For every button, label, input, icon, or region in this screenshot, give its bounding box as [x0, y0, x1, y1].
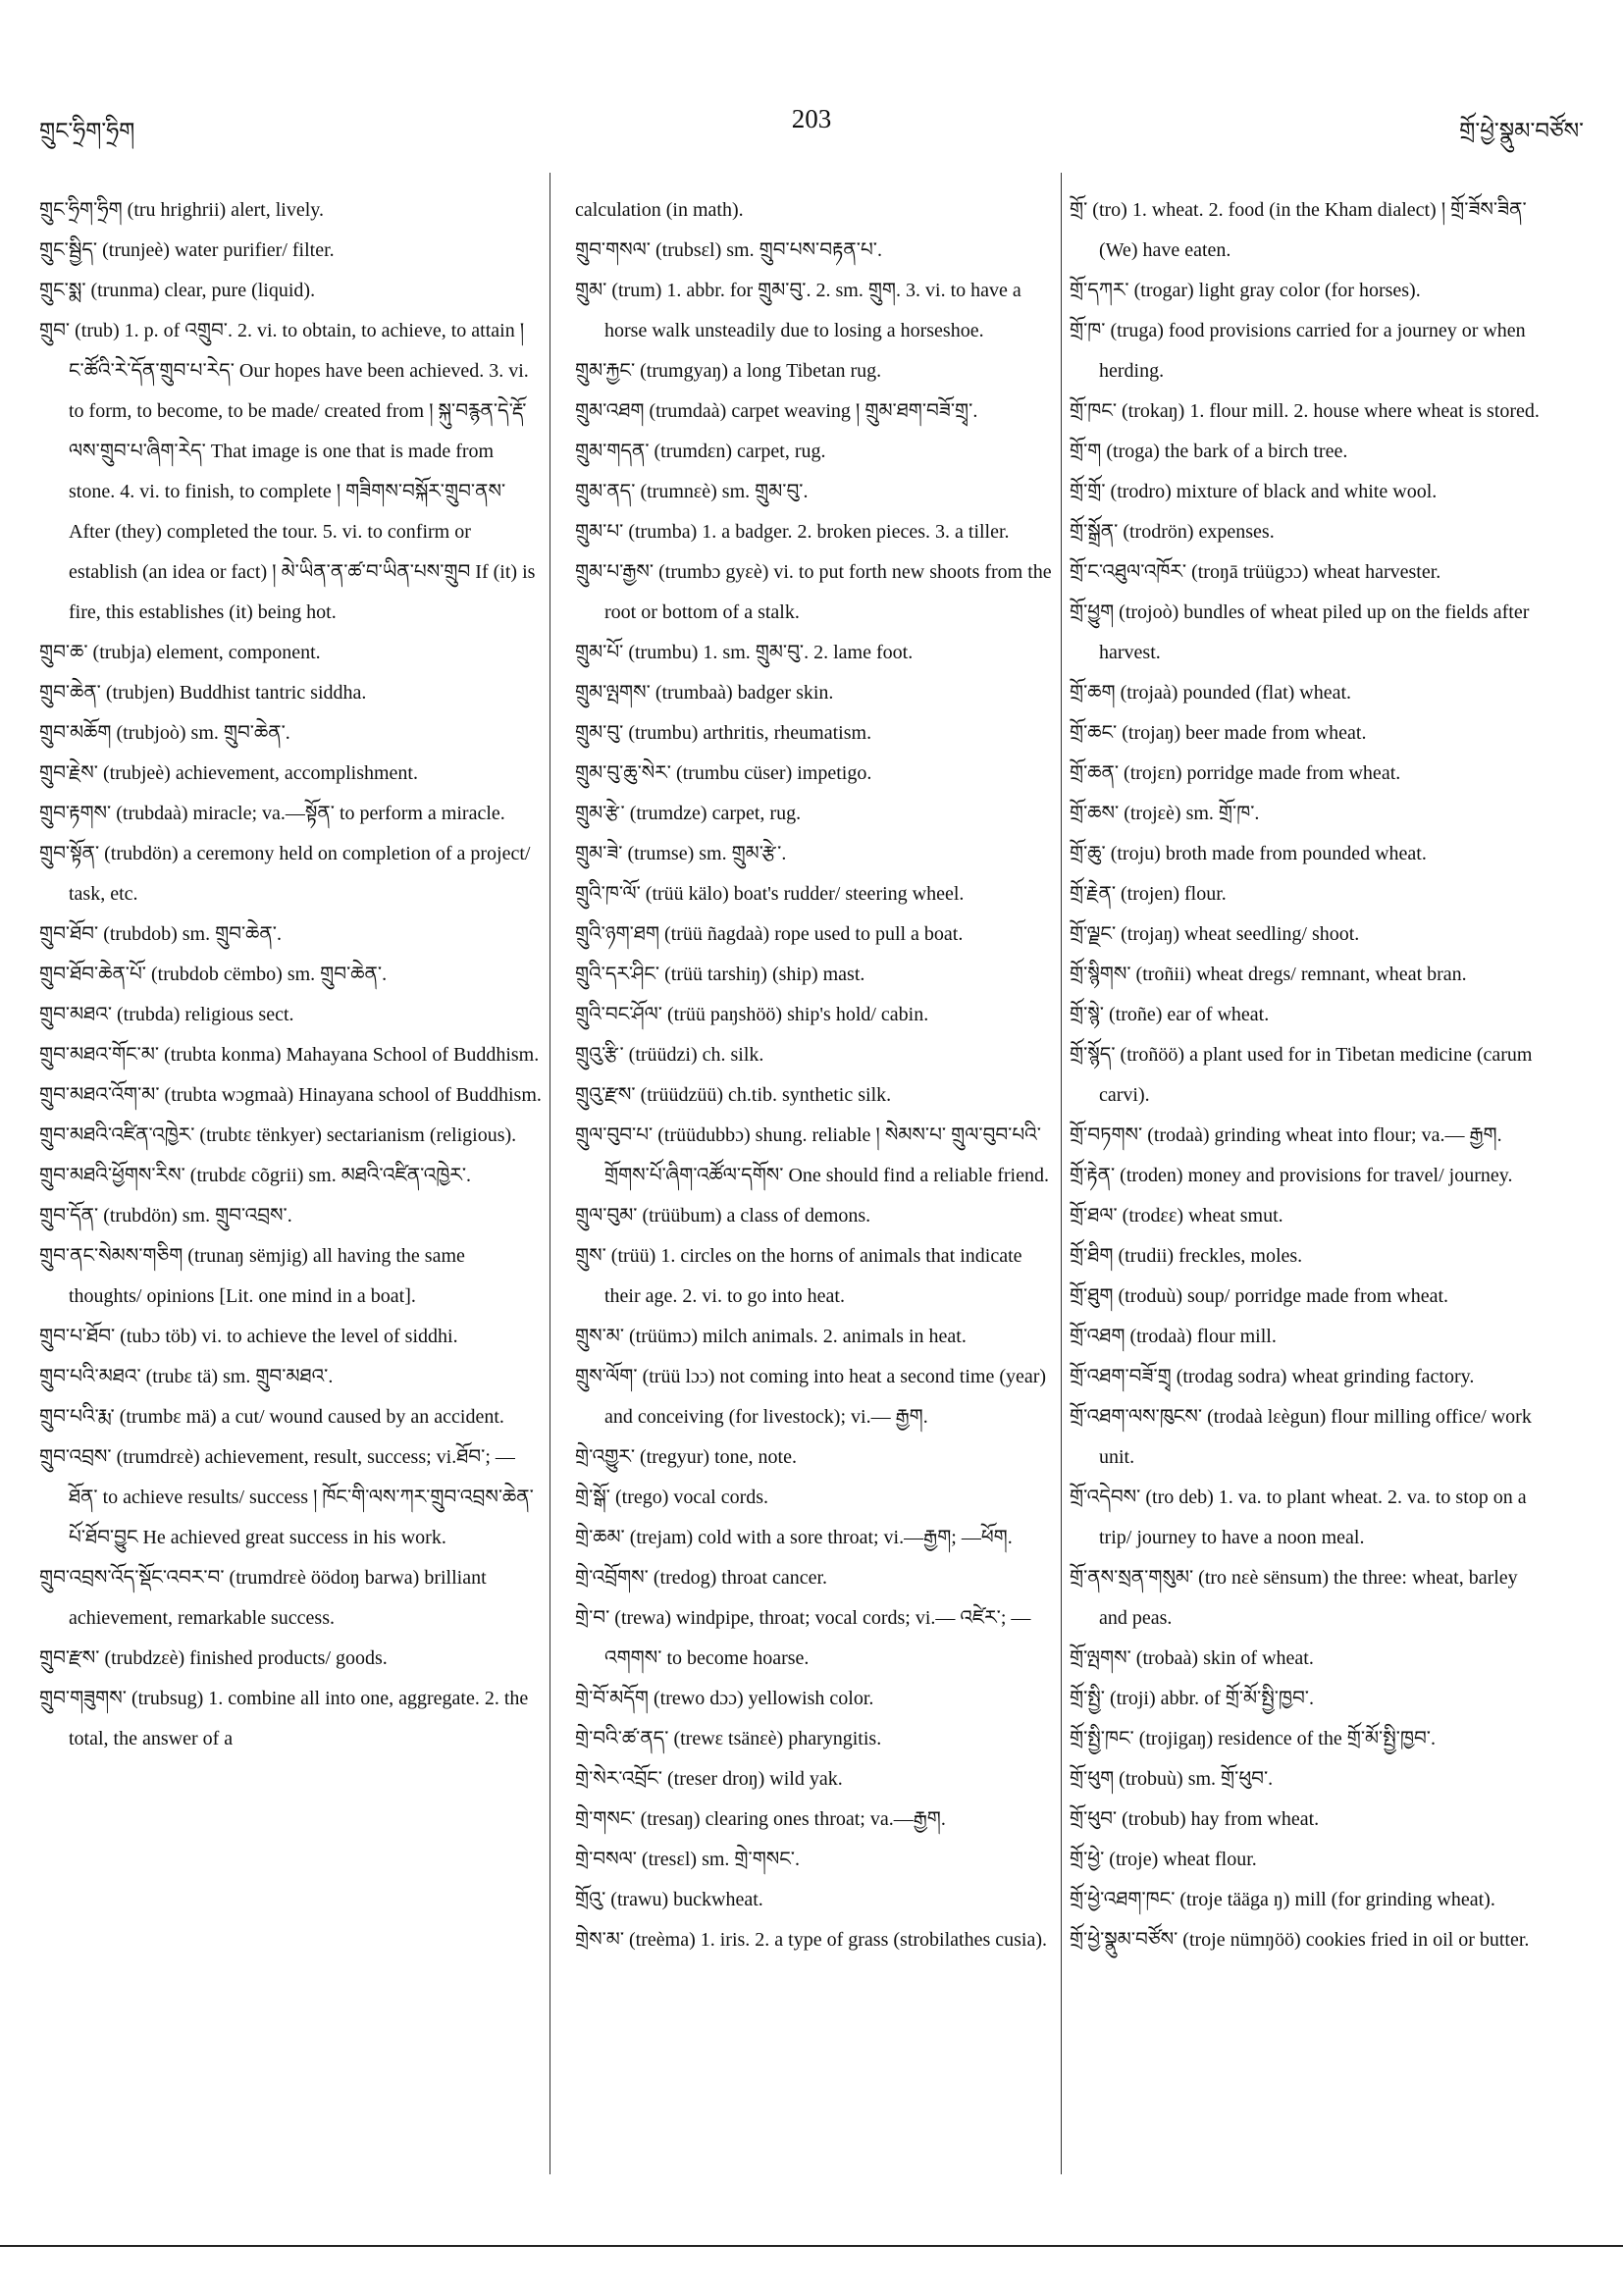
dictionary-entry: གྲོ་ང་འཐུལ་འཁོར་ (troŋā trüügɔɔ) wheat harvester. — [1070, 561, 1441, 583]
dictionary-entry: གྲོ་གྲོ་ (trodro) mixture of black and white wool. — [1070, 481, 1438, 502]
dictionary-entry: གྲུའི་ཉག་ཐག (trüü ñagdaà) rope used to pull a boat. — [575, 923, 964, 945]
dictionary-entry: གྲོ་སྤྱི་ (troji) abbr. of གྲོ་མོ་སྤྱི་ཁྱབ་. — [1070, 1688, 1314, 1709]
dictionary-entry: གྲུབ་ཆེན་ (trubjen) Buddhist tantric siddha. — [39, 682, 367, 704]
dictionary-entry: གྲུབ་ཐོབ་ཆེན་པོ་ (trubdob cëmbo) sm. གྲུབ་ཆེན་. — [39, 964, 388, 985]
dictionary-entry: གྲེ་བ་ (trewa) windpipe, throat; vocal cords; vi.— འཛེར་; —འགགས་ to become hoarse. — [575, 1607, 1031, 1669]
dictionary-entry: གྲོ་སྒྲོན་ (trodrön) expenses. — [1070, 521, 1275, 543]
dictionary-entry: གྲུམ་རྐྱང་ (trumgyaŋ) a long Tibetan rug. — [575, 360, 882, 382]
dictionary-entry: གྲོ་ཆན་ (trojɛn) porridge made from wheat. — [1070, 762, 1401, 784]
dictionary-entry: གྲུམ་པོ་ (trumbu) 1. sm. གྲུམ་བུ་. 2. lame foot. — [575, 642, 914, 663]
dictionary-entry: གྲོ་སྙེ་ (troñe) ear of wheat. — [1070, 1004, 1270, 1025]
dictionary-entry: གྲེ་བའི་ཚ་ནད་ (trewɛ tsänɛè) pharyngitis. — [575, 1728, 882, 1749]
dictionary-entry: གྲེས་མ་ (treèma) 1. iris. 2. a type of grass (strobilathes cusia). — [575, 1929, 1047, 1951]
dictionary-entry: གྲོ་འཐག་བཟོ་གྲྭ (trodag sodra) wheat grinding factory. — [1070, 1366, 1475, 1387]
dictionary-entry: གྲུམ་ཟེ་ (trumse) sm. གྲུམ་རྩེ་. — [575, 843, 787, 864]
dictionary-entry: གྲོ་ཐལ་ (trodɛɛ) wheat smut. — [1070, 1205, 1283, 1226]
dictionary-entry: གྲོ་ག (troga) the bark of a birch tree. — [1070, 441, 1348, 462]
dictionary-entry: གྲུབ་སྟོན་ (trubdön) a ceremony held on completion of a project/ task, etc. — [39, 843, 531, 905]
dictionary-entry: གྲུམ་པ་ (trumba) 1. a badger. 2. broken pieces. 3. a tiller. — [575, 521, 1010, 543]
dictionary-column-2 — [575, 190, 1054, 2172]
dictionary-entry: གྲུམ་པ་རྒྱས་ (trumbɔ gyɛè) vi. to put forth new shoots from the root or bottom of a stalk. — [575, 561, 1052, 623]
page-number: 203 — [791, 104, 832, 133]
dictionary-entry: གྲུབ་རྟགས་ (trubdaà) miracle; va.—སྟོན་ to perform a miracle. — [39, 803, 505, 824]
running-head-left: གྲུང་ཧྲིག་ཧྲིག — [39, 119, 135, 144]
dictionary-entry: གྲུམ་འཐག (trumdaà) carpet weaving ། གྲུམ་ཐག་བཟོ་གྲྭ་. — [575, 400, 978, 422]
dictionary-entry: གྲུལ་བུམ་ (trüübum) a class of demons. — [575, 1205, 871, 1226]
running-head-right: གྲོ་ཕྱེ་སྣུམ་བཙོས་ — [1459, 119, 1584, 144]
dictionary-entry: གྲུབ་པ་ཐོབ་ (tubɔ töb) vi. to achieve the level of siddhi. — [39, 1326, 458, 1347]
dictionary-entry: གྲོ་རྗེན་ (trojen) flour. — [1070, 883, 1227, 905]
dictionary-entry: གྲོ་ཕྱེ་ (troje) wheat flour. — [1070, 1849, 1257, 1870]
dictionary-entry: གྲོ་ཆང་ (trojaŋ) beer made from wheat. — [1070, 722, 1367, 744]
dictionary-entry: གྲུབ་ཐོབ་ (trubdob) sm. གྲུབ་ཆེན་. — [39, 923, 282, 945]
dictionary-entry: གྲོ་ཐུག (troduù) soup/ porridge made from wheat. — [1070, 1285, 1449, 1307]
dictionary-entry: གྲུམ་གདན་ (trumdɛn) carpet, rug. — [575, 441, 826, 462]
column-divider — [1061, 173, 1062, 2174]
dictionary-entry: གྲོ་བཏགས་ (trodaà) grinding wheat into flour; va.— རྒྱག. — [1070, 1124, 1502, 1146]
dictionary-entry: གྲུང་སྨ་ (trunma) clear, pure (liquid). — [39, 280, 316, 301]
dictionary-entry: གྲུའུ་རྫས་ (trüüdzüü) ch.tib. synthetic silk. — [575, 1084, 892, 1106]
dictionary-entry: གྲུས་མ་ (trüümɔ) milch animals. 2. animals in heat. — [575, 1326, 967, 1347]
dictionary-entry: གྲོ་རྟེན་ (troden) money and provisions for travel/ journey. — [1070, 1165, 1513, 1186]
dictionary-entry: གྲུབ་རྫས་ (trubdzɛè) finished products/ goods. — [39, 1647, 388, 1669]
dictionary-entry: གྲོ་ཁ་ (truga) food provisions carried for a journey or when herding. — [1070, 320, 1526, 382]
dictionary-entry: གྲོ་སྤྱི་ཁང་ (trojigaŋ) residence of the གྲོ་མོ་སྤྱི་ཁྱབ་. — [1070, 1728, 1436, 1749]
dictionary-entry: གྲེ་སེར་འབྲོང་ (treser droŋ) wild yak. — [575, 1768, 843, 1790]
dictionary-entry: གྲུབ་ཆ་ (trubja) element, component. — [39, 642, 321, 663]
dictionary-entry: གྲུམ་བུ་ (trumbu) arthritis, rheumatism. — [575, 722, 872, 744]
dictionary-entry: གྲོ་ཕུབ་ (trobub) hay from wheat. — [1070, 1808, 1320, 1830]
dictionary-entry: གྲུབ་མཆོག (trubjoò) sm. གྲུབ་ཆེན་. — [39, 722, 290, 744]
dictionary-entry: གྲུའི་དར་ཤིང་ (trüü tarshiŋ) (ship) mast. — [575, 964, 865, 985]
dictionary-entry: གྲུབ་པའི་རྨ་ (trumbɛ mä) a cut/ wound caused by an accident. — [39, 1406, 504, 1428]
dictionary-entry: གྲུབ་མཐའི་འཛིན་འཁྱེར་ (trubtɛ tënkyer) sectarianism (religious). — [39, 1124, 517, 1146]
dictionary-entry: གྲེ་འབྲོགས་ (tredog) throat cancer. — [575, 1567, 828, 1589]
dictionary-entry: གྲེ་འགྱུར་ (tregyur) tone, note. — [575, 1446, 797, 1468]
dictionary-column-3 — [1070, 190, 1550, 2172]
dictionary-entry: གྲོའུ་ (trawu) buckwheat. — [575, 1889, 763, 1910]
dictionary-entry: གྲུབ་པའི་མཐའ་ (trubɛ tä) sm. གྲུབ་མཐའ་. — [39, 1366, 334, 1387]
dictionary-entry: གྲུབ་གཟུགས་ (trubsug) 1. combine all into one, aggregate. 2. the total, the answer of a — [39, 1688, 529, 1749]
dictionary-entry: གྲོ་ཁང་ (trokaŋ) 1. flour mill. 2. house where wheat is stored. — [1070, 400, 1540, 422]
dictionary-entry: གྲོ་འཐག (trodaà) flour mill. — [1070, 1326, 1277, 1347]
dictionary-entry: གྲུབ་མཐའ་གོང་མ་ (trubta konma) Mahayana School of Buddhism. — [39, 1044, 540, 1066]
dictionary-entry: གྲོ་སྙིགས་ (troñii) wheat dregs/ remnant, wheat bran. — [1070, 964, 1467, 985]
dictionary-entry: གྲུབ་འབྲས་འོད་སྡོང་འབར་བ་ (trumdrɛè öödoŋ barwa) brilliant achievement, remarkable success. — [39, 1567, 487, 1629]
dictionary-entry: གྲུབ་དོན་ (trubdön) sm. གྲུབ་འབྲས་. — [39, 1205, 292, 1226]
dictionary-entry: གྲེ་སྒོ་ (trego) vocal cords. — [575, 1487, 769, 1508]
dictionary-entry: གྲུབ་ (trub) 1. p. of འགྲུབ་. 2. vi. to obtain, to achieve, to attain ། ང་ཚོའི་རེ་དོན་གྲུབ་པ་རེད་ Our hopes have been achieved. 3. vi. to form, to become, to be made/ created from ། སྐུ་བརྙན་དེ་རྡོ་ལས་གྲུབ་པ་ཞིག་རེད་ That image is one that is made from stone. 4. vi. to finish, to complete ། གཟིགས་བསྐོར་གྲུབ་ནས་ After (they) completed the tour. 5. vi. to confirm or establish (an idea or fact) ། མེ་ཡིན་ན་ཚ་བ་ཡིན་པས་གྲུབ If (it) is fire, this establishes (it) being hot. — [39, 320, 536, 623]
dictionary-entry: གྲུའི་བང་ཤོལ་ (trüü paŋshöö) ship's hold/ cabin. — [575, 1004, 929, 1025]
dictionary-entry: གྲོ་དཀར་ (trogar) light gray color (for horses). — [1070, 280, 1421, 301]
dictionary-entry: གྲེ་བསལ་ (tresɛl) sm. གྲེ་གསང་. — [575, 1849, 801, 1870]
dictionary-entry: གྲུས་ལོག་ (trüü lɔɔ) not coming into heat a second time (year) and conceiving (for livestock); vi.— རྒྱག. — [575, 1366, 1047, 1428]
dictionary-entry: གྲོ་ཐིག (trudii) freckles, moles. — [1070, 1245, 1303, 1267]
dictionary-entry: གྲོ་སྙོད་ (troñöö) a plant used for in Tibetan medicine (carum carvi). — [1070, 1044, 1533, 1106]
dictionary-entry: གྲུབ་གསལ་ (trubsɛl) sm. གྲུབ་པས་བརྟན་པ་. — [575, 239, 882, 261]
dictionary-entry: གྲུམ་རྩེ་ (trumdze) carpet, rug. — [575, 803, 802, 824]
dictionary-entry: གྲོ་ཆག (trojaà) pounded (flat) wheat. — [1070, 682, 1352, 704]
dictionary-entry: གྲོ་ཆུ་ (troju) broth made from pounded wheat. — [1070, 843, 1427, 864]
dictionary-entry: གྲོ་ཕྱེ་འཐག་ཁང་ (troje tääga ŋ) mill (for grinding wheat). — [1070, 1889, 1495, 1910]
dictionary-entry: གྲོ་ཕུག (trobuù) sm. གྲོ་ཕུབ་. — [1070, 1768, 1274, 1790]
dictionary-entry: གྲུབ་རྗེས་ (trubjeè) achievement, accomplishment. — [39, 762, 418, 784]
dictionary-entry: གྲུམ་བུ་ཆུ་སེར་ (trumbu cüser) impetigo. — [575, 762, 872, 784]
dictionary-entry: གྲུའུ་རྩི་ (trüüdzi) ch. silk. — [575, 1044, 764, 1066]
dictionary-entry: གྲུམ་ (trum) 1. abbr. for གྲུམ་བུ་. 2. sm. གྲུག. 3. vi. to have a horse walk unsteadily due to losing a horseshoe. — [575, 280, 1021, 341]
dictionary-entry: གྲེ་གསང་ (tresaŋ) clearing ones throat; va.—རྒྱག. — [575, 1808, 946, 1830]
dictionary-entry: གྲུབ་མཐའ་འོག་མ་ (trubta wɔgmaà) Hinayana school of Buddhism. — [39, 1084, 542, 1106]
dictionary-entry: གྲོ་ལྤགས་ (trobaà) skin of wheat. — [1070, 1647, 1314, 1669]
dictionary-entry: གྲུམ་ལྤགས་ (trumbaà) badger skin. — [575, 682, 834, 704]
dictionary-entry: གྲོ་ (tro) 1. wheat. 2. food (in the Kham dialect) ། གྲོ་ཟོས་ཟིན་ (We) have eaten. — [1070, 199, 1527, 261]
dictionary-entry: གྲུབ་མཐའ་ (trubda) religious sect. — [39, 1004, 294, 1025]
dictionary-column-1 — [39, 190, 542, 2172]
page-bottom-rule — [0, 2245, 1623, 2247]
dictionary-entry: གྲོ་འཐག་ལས་ཁུངས་ (trodaà lɛègun) flour milling office/ work unit. — [1070, 1406, 1532, 1468]
dictionary-entry: གྲེ་ཆམ་ (trejam) cold with a sore throat; vi.—རྒྱག; —ཕོག. — [575, 1527, 1013, 1548]
dictionary-entry: གྲུང་སྦྱིད་ (trunjeè) water purifier/ filter. — [39, 239, 335, 261]
dictionary-entry: གྲེ་བོ་མདོག (trewo dɔɔ) yellowish color. — [575, 1688, 874, 1709]
dictionary-entry: གྲུལ་བུབ་པ་ (trüüdubbɔ) shung. reliable ། སེམས་པ་ གྲུལ་བུབ་པའི་གྲོགས་པོ་ཞིག་འཚོལ་དགོས་ One should find a reliable friend. — [575, 1124, 1049, 1186]
dictionary-entry: གྲུམ་ནད་ (trumnɛè) sm. གྲུམ་བུ་. — [575, 481, 809, 502]
dictionary-entry: གྲོ་ལྗང་ (trojaŋ) wheat seedling/ shoot. — [1070, 923, 1360, 945]
dictionary-entry: གྲོ་ཕྱུག (trojoò) bundles of wheat piled up on the fields after harvest. — [1070, 601, 1530, 663]
dictionary-entry: གྲུབ་མཐའི་ཕྱོགས་རིས་ (trubdɛ cõgrii) sm. མཐའི་འཛིན་འཁྱེར་. — [39, 1165, 472, 1186]
dictionary-entry: གྲོ་ཆས་ (trojɛè) sm. གྲོ་ཁ་. — [1070, 803, 1260, 824]
dictionary-entry: གྲུབ་འབྲས་ (trumdrɛè) achievement, result, success; vi.ཐོབ་; —ཐོན་ to achieve results/ success ། ཁོང་གི་ལས་ཀར་གྲུབ་འབྲས་ཆེན་པོ་ཐོབ་བྱུང He achieved great success in his work. — [39, 1446, 534, 1548]
dictionary-entry: གྲུས་ (trüü) 1. circles on the horns of animals that indicate their age. 2. vi. to go into heat. — [575, 1245, 1022, 1307]
dictionary-entry: གྲོ་ནས་སྲན་གསུམ་ (tro nɛè sënsum) the three: wheat, barley and peas. — [1070, 1567, 1518, 1629]
dictionary-entry: གྲོ་འདེབས་ (tro deb) 1. va. to plant wheat. 2. va. to stop on a trip/ journey to have a noon meal. — [1070, 1487, 1527, 1548]
dictionary-entry: གྲོ་ཕྱེ་སྣུམ་བཙོས་ (troje nümŋöö) cookies fried in oil or butter. — [1070, 1929, 1530, 1951]
dictionary-entry: གྲུའི་ཁ་ལོ་ (trüü kälo) boat's rudder/ steering wheel. — [575, 883, 965, 905]
dictionary-entry: གྲུང་ཧྲིག་ཧྲིག (tru hrighrii) alert, lively. — [39, 199, 324, 221]
dictionary-entry: གྲུབ་ནང་སེམས་གཅིག (trunaŋ sëmjig) all having the same thoughts/ opinions [Lit. one mind in a boat]. — [39, 1245, 465, 1307]
dictionary-entry: calculation (in math). — [575, 199, 744, 221]
